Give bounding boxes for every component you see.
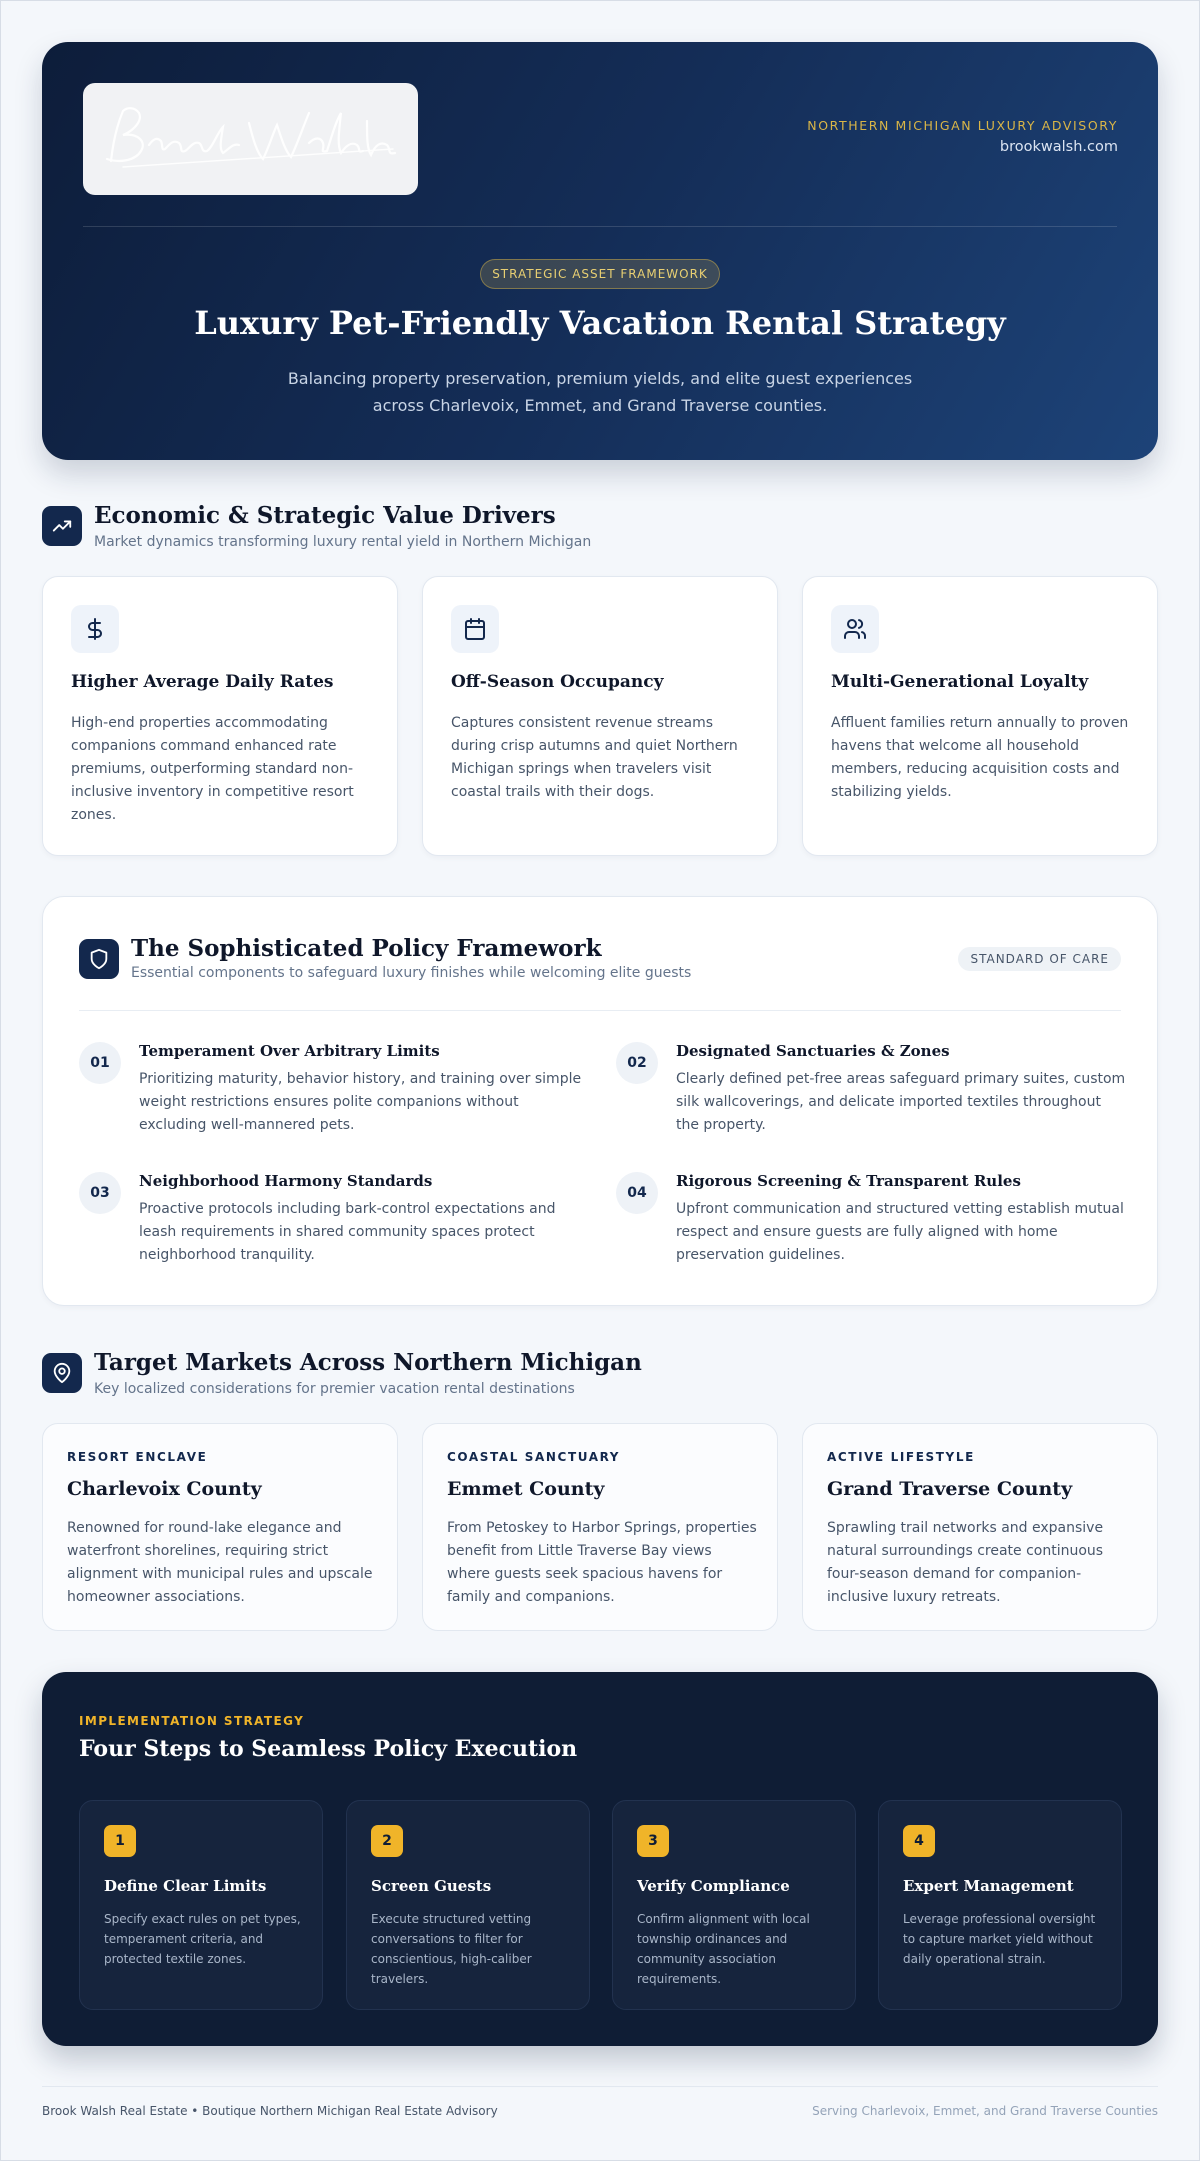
implementation-panel <box>42 1672 1158 2046</box>
policy-item-title: Neighborhood Harmony Standards <box>139 1172 433 1190</box>
footer-service-area: Serving Charlevoix, Emmet, and Grand Traverse Counties <box>812 2104 1158 2118</box>
markets-subtitle: Key localized considerations for premier vacation rental destinations <box>94 1381 575 1397</box>
step-title: Screen Guests <box>371 1877 492 1895</box>
market-card <box>42 1423 398 1631</box>
policy-item-title: Rigorous Screening & Transparent Rules <box>676 1172 1021 1190</box>
footer-divider <box>42 2086 1158 2087</box>
market-card-title: Emmet County <box>447 1478 605 1500</box>
value-card-title: Off-Season Occupancy <box>451 672 664 692</box>
step-body: Confirm alignment with local township ordinances and community association requirements. <box>637 1912 810 1986</box>
value-card-body: High-end properties accommodating companions command enhanced rate premiums, outperforming standard non-inclusive inventory in competitive resort zones. <box>71 715 354 823</box>
drivers-subtitle: Market dynamics transforming luxury rental yield in Northern Michigan <box>94 534 592 550</box>
policy-item-title: Temperament Over Arbitrary Limits <box>139 1042 440 1060</box>
implementation-tag: IMPLEMENTATION STRATEGY <box>79 1714 305 1728</box>
policy-item-title: Designated Sanctuaries & Zones <box>676 1042 950 1060</box>
market-card-title: Charlevoix County <box>67 1478 262 1500</box>
step-number: 2 <box>371 1825 403 1857</box>
hero-divider <box>83 226 1117 227</box>
market-card <box>802 1423 1158 1631</box>
signature-logo-icon <box>83 83 418 195</box>
step-number: 3 <box>637 1825 669 1857</box>
step-number: 1 <box>104 1825 136 1857</box>
subtitle-line-1: Balancing property preservation, premium yields, and elite guest experiences <box>287 369 913 388</box>
policy-subtitle: Essential components to safeguard luxury finishes while welcoming elite guests <box>131 965 692 981</box>
policy-divider <box>79 1010 1121 1011</box>
value-card <box>42 576 398 856</box>
value-card <box>802 576 1158 856</box>
policy-item-body: Prioritizing maturity, behavior history, and training over simple weight restrictions ensures polite companions without excluding well-mannered pets. <box>139 1071 582 1133</box>
value-card <box>422 576 778 856</box>
hero-banner <box>42 42 1158 460</box>
policy-item-body: Clearly defined pet-free areas safeguard primary suites, custom silk wallcoverings, and delicate imported textiles throughout the property. <box>676 1071 1126 1133</box>
market-card <box>422 1423 778 1631</box>
calendar-icon <box>451 605 499 653</box>
policy-title: The Sophisticated Policy Framework <box>131 935 602 962</box>
page-title: Luxury Pet-Friendly Vacation Rental Strategy <box>194 304 1006 342</box>
policy-item-number: 04 <box>616 1172 658 1214</box>
drivers-title: Economic & Strategic Value Drivers <box>94 502 556 529</box>
dollar-icon <box>71 605 119 653</box>
step-card <box>878 1800 1122 2010</box>
market-card-tag: COASTAL SANCTUARY <box>447 1450 621 1464</box>
step-body: Leverage professional oversight to capture market yield without daily operational strain. <box>903 1912 1096 1966</box>
market-card-tag: RESORT ENCLAVE <box>67 1450 208 1464</box>
step-body: Execute structured vetting conversations to filter for conscientious, high-caliber travelers. <box>371 1912 532 1986</box>
advisory-label: NORTHERN MICHIGAN LUXURY ADVISORY <box>807 118 1118 133</box>
users-icon <box>831 605 879 653</box>
value-card-body: Captures consistent revenue streams during crisp autumns and quiet Northern Michigan springs when travelers visit coastal trails with their dogs. <box>451 715 738 800</box>
market-card-body: Sprawling trail networks and expansive natural surroundings create continuous four-season demand for companion-inclusive luxury retreats. <box>827 1520 1104 1605</box>
market-card-tag: ACTIVE LIFESTYLE <box>827 1450 975 1464</box>
step-title: Expert Management <box>903 1877 1074 1895</box>
step-title: Define Clear Limits <box>104 1877 267 1895</box>
step-card <box>612 1800 856 2010</box>
market-card-body: From Petoskey to Harbor Springs, properties benefit from Little Traverse Bay views where guests seek spacious havens for family and companions. <box>447 1520 757 1605</box>
map-pin-icon <box>42 1353 82 1393</box>
policy-framework-panel <box>42 896 1158 1306</box>
policy-item-body: Proactive protocols including bark-control expectations and leash requirements in shared community spaces protect neighborhood tranquility. <box>139 1201 556 1263</box>
page-subtitle <box>282 365 918 419</box>
step-card <box>79 1800 323 2010</box>
framework-badge: STRATEGIC ASSET FRAMEWORK <box>480 259 720 289</box>
policy-item-number: 03 <box>79 1172 121 1214</box>
website-link[interactable]: brookwalsh.com <box>999 139 1118 155</box>
policy-item-number: 01 <box>79 1042 121 1084</box>
value-card-title: Higher Average Daily Rates <box>71 672 334 692</box>
step-card <box>346 1800 590 2010</box>
brand-logo <box>83 83 418 195</box>
value-card-body: Affluent families return annually to proven havens that welcome all household members, reducing acquisition costs and stabilizing yields. <box>831 715 1129 800</box>
trending-up-icon <box>42 506 82 546</box>
market-card-title: Grand Traverse County <box>827 1478 1073 1500</box>
policy-item-body: Upfront communication and structured vetting establish mutual respect and ensure guests are fully aligned with home preservation guidelines. <box>676 1201 1124 1263</box>
market-card-body: Renowned for round-lake elegance and waterfront shorelines, requiring strict alignment with municipal rules and upscale homeowner associations. <box>67 1520 373 1605</box>
markets-title: Target Markets Across Northern Michigan <box>94 1349 642 1376</box>
step-title: Verify Compliance <box>637 1877 790 1895</box>
implementation-title: Four Steps to Seamless Policy Execution <box>79 1736 578 1762</box>
policy-item-number: 02 <box>616 1042 658 1084</box>
shield-icon <box>79 939 119 979</box>
standard-of-care-badge: STANDARD OF CARE <box>958 947 1121 971</box>
value-card-title: Multi-Generational Loyalty <box>831 672 1089 692</box>
subtitle-line-2: across Charlevoix, Emmet, and Grand Traverse counties. <box>372 396 828 415</box>
step-body: Specify exact rules on pet types, temperament criteria, and protected textile zones. <box>104 1912 301 1966</box>
footer-brand: Brook Walsh Real Estate • Boutique Northern Michigan Real Estate Advisory <box>42 2104 498 2118</box>
step-number: 4 <box>903 1825 935 1857</box>
